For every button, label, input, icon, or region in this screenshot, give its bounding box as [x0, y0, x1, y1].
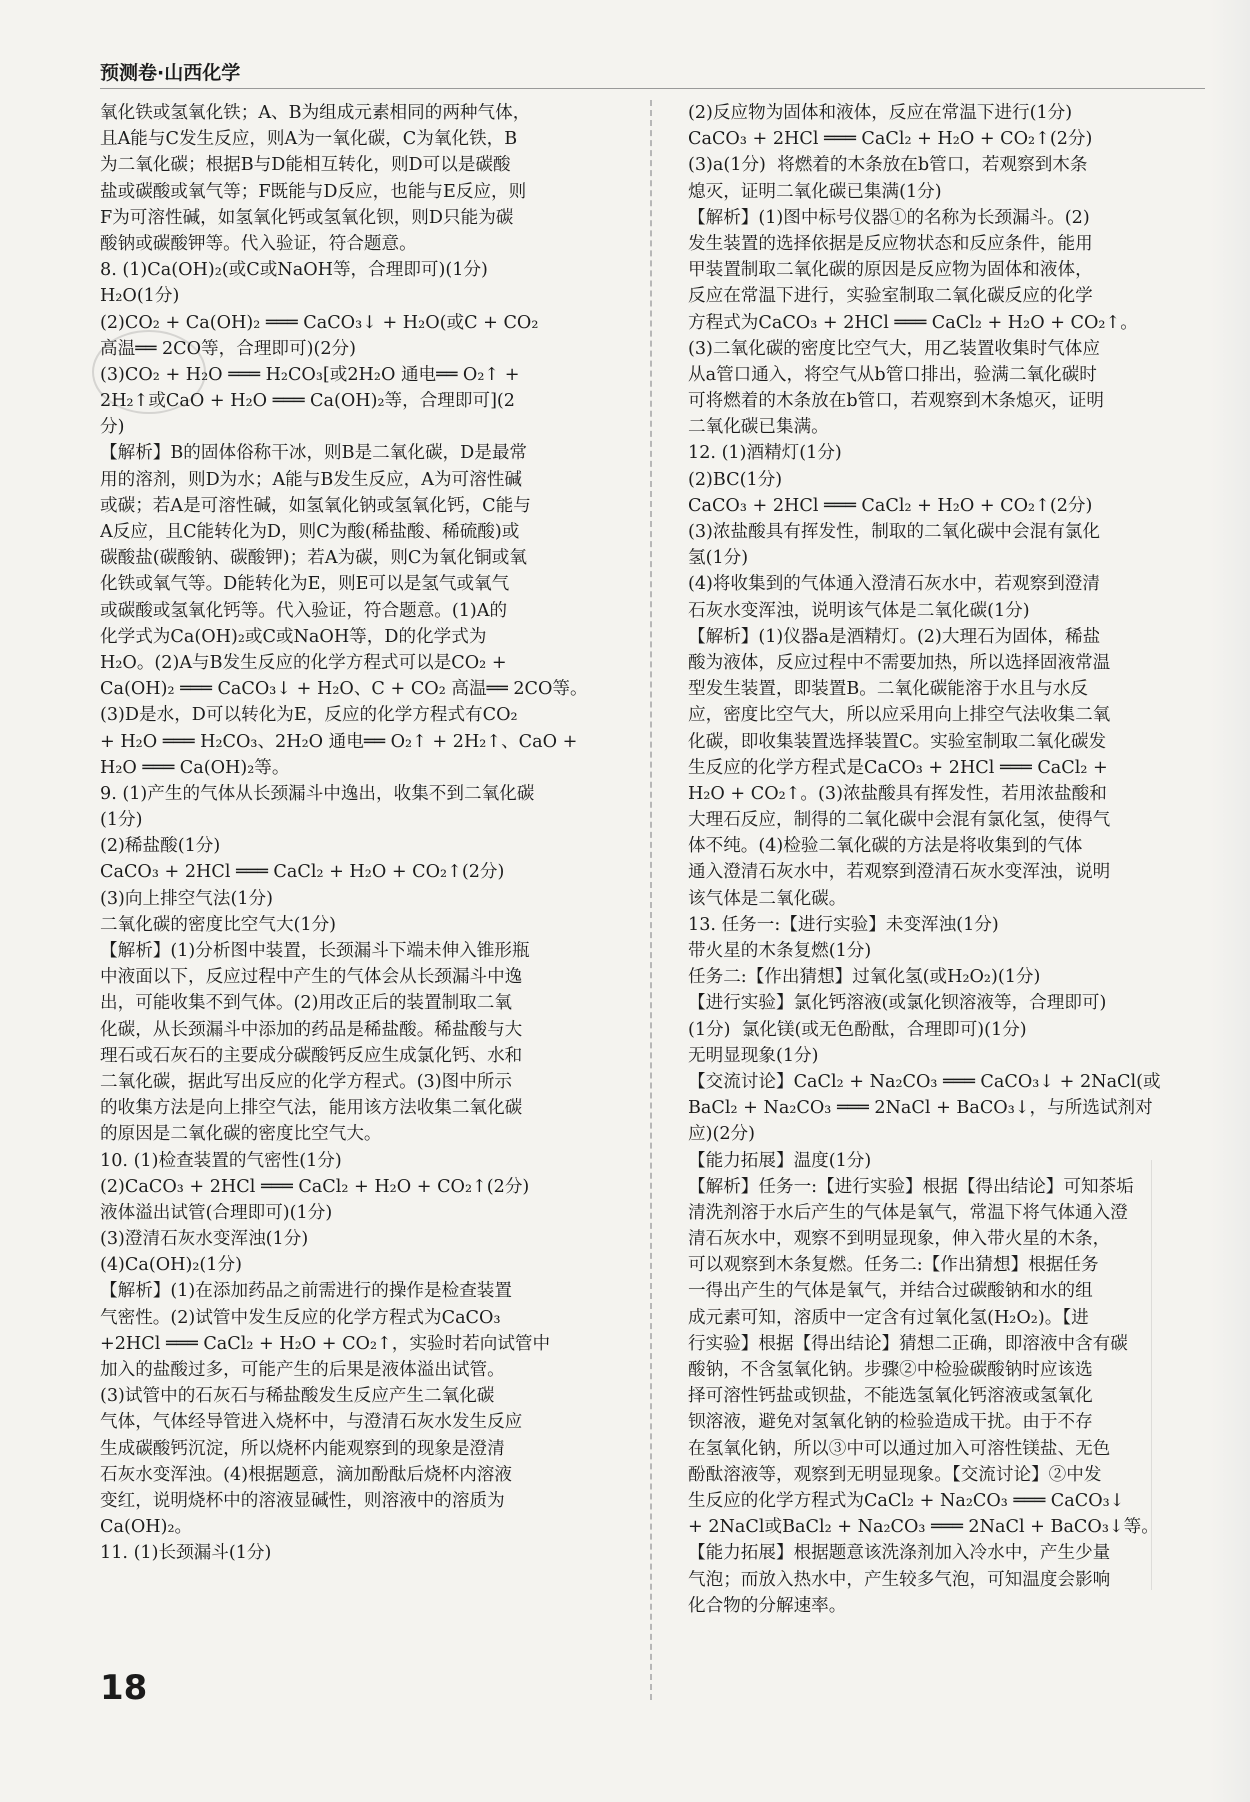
text-line: 【交流讨论】CaCl₂ + Na₂CO₃ ═══ CaCO₃↓ + 2NaCl(或: [688, 1071, 1161, 1092]
text-line: CaCO₃ + 2HCl ═══ CaCl₂ + H₂O + CO₂↑(2分): [100, 862, 505, 883]
text-line: 酸钠，不含氢氧化钠。步骤②中检验碳酸钠时应该选: [688, 1360, 1093, 1380]
text-line: 应，密度比空气大，所以应采用向上排空气法收集二氧: [688, 705, 1111, 726]
text-line: 【解析】(1)图中标号仪器①的名称为长颈漏斗。(2): [688, 207, 1090, 228]
text-line: 气体，气体经导管进入烧杯中，与澄清石灰水发生反应: [100, 1412, 523, 1433]
text-line: 二氧化碳已集满。: [688, 417, 829, 438]
text-line: 的收集方法是向上排空气法，能用该方法收集二氧化碳: [100, 1098, 523, 1119]
text-line: H₂O + CO₂↑。(3)浓盐酸具有挥发性，若用浓盐酸和: [688, 783, 1107, 804]
text-line: 行实验】根据【得出结论】猜想二正确，即溶液中含有碳: [688, 1333, 1128, 1354]
text-line: (2)BC(1分): [688, 469, 783, 490]
text-line: 任务二:【作出猜想】过氧化氢(或H₂O₂)(1分): [688, 967, 1041, 988]
text-line: 11. (1)长颈漏斗(1分): [100, 1543, 272, 1564]
text-line: 【解析】任务一:【进行实验】根据【得出结论】可知茶垢: [688, 1176, 1134, 1197]
text-line: 【能力拓展】根据题意该洗涤剂加入冷水中，产生少量: [688, 1543, 1111, 1564]
page-edge: [1210, 0, 1250, 1802]
left-column: [100, 100, 635, 1567]
text-line: 【解析】(1)分析图中装置，长颈漏斗下端未伸入锥形瓶: [100, 941, 530, 961]
text-line: 钡溶液，避免对氢氧化钠的检验造成干扰。由于不存: [688, 1412, 1093, 1433]
text-line: CaCO₃ + 2HCl ═══ CaCl₂ + H₂O + CO₂↑(2分): [688, 129, 1093, 150]
text-line: F为可溶性碱，如氢氧化钙或氢氧化钡，则D只能为碳: [100, 207, 514, 228]
text-line: 二氧化碳，据此写出反应的化学方程式。(3)图中所示: [100, 1071, 512, 1092]
text-line: 可以观察到木条复燃。任务二:【作出猜想】根据任务: [688, 1255, 1099, 1276]
text-line: 化铁或氧气等。D能转化为E，则E可以是氢气或氧气: [100, 574, 510, 595]
text-line: 中液面以下，反应过程中产生的气体会从长颈漏斗中逸: [100, 967, 523, 988]
text-line: 石灰水变浑浊，说明该气体是二氧化碳(1分): [688, 600, 1030, 621]
text-line: 出，可能收集不到气体。(2)用改正后的装置制取二氧: [100, 993, 512, 1014]
header-rule: [100, 88, 1205, 89]
text-line: 盐或碳酸或氧气等；F既能与D反应，也能与E反应，则: [100, 181, 527, 202]
text-line: 酚酞溶液等，观察到无明显现象。【交流讨论】②中发: [688, 1464, 1102, 1485]
text-line: 化合物的分解速率。: [688, 1595, 847, 1616]
text-line: (3)试管中的石灰石与稀盐酸发生反应产生二氧化碳: [100, 1386, 495, 1407]
text-line: (3)浓盐酸具有挥发性，制取的二氧化碳中会混有氯化: [688, 522, 1100, 542]
text-line: 清洗剂溶于水后产生的气体是氧气，常温下将气体通入澄: [688, 1202, 1128, 1223]
right-column: [688, 100, 1180, 1619]
page-header: 预测卷·山西化学: [100, 62, 241, 84]
text-line: 或碳酸或氢氧化钙等。代入验证，符合题意。(1)A的: [100, 600, 508, 621]
text-line: + 2NaCl或BaCl₂ + Na₂CO₃ ═══ 2NaCl + BaCO₃↓等。: [688, 1517, 1159, 1538]
text-line: 8. (1)Ca(OH)₂(或C或NaOH等，合理即可)(1分): [100, 260, 488, 281]
text-line: 酸为液体，反应过程中不需要加热，所以选择固液常温: [688, 652, 1111, 673]
text-line: 变红，说明烧杯中的溶液显碱性，则溶液中的溶质为: [100, 1490, 505, 1511]
text-line: (3)澄清石灰水变浑浊(1分): [100, 1229, 309, 1250]
text-line: 从a管口通入，将空气从b管口排出，验满二氧化碳时: [688, 364, 1097, 385]
text-line: (3)a(1分) 将燃着的木条放在b管口，若观察到木条: [688, 155, 1088, 176]
text-line: 分): [100, 417, 125, 438]
text-line: (2)CO₂ + Ca(OH)₂ ═══ CaCO₃↓ + H₂O(或C + CO₂: [100, 312, 539, 333]
text-line: 理石或石灰石的主要成分碳酸钙反应生成氯化钙、水和: [100, 1045, 523, 1066]
text-line: 液体溢出试管(合理即可)(1分): [100, 1202, 333, 1223]
text-line: 【进行实验】氯化钙溶液(或氯化钡溶液等，合理即可): [688, 993, 1107, 1014]
text-line: 且A能与C发生反应，则A为一氧化碳，C为氧化铁，B: [100, 129, 518, 150]
text-line: 【解析】(1)在添加药品之前需进行的操作是检查装置: [100, 1281, 512, 1302]
text-line: 清石灰水中，观察不到明显现象，伸入带火星的木条，: [688, 1229, 1111, 1250]
text-line: (4)Ca(OH)₂(1分): [100, 1255, 242, 1276]
page-number: 18: [100, 1668, 148, 1708]
text-line: 【解析】(1)仪器a是酒精灯。(2)大理石为固体，稀盐: [688, 626, 1101, 647]
text-line: 高温══ 2CO等，合理即可)(2分): [100, 338, 356, 359]
text-line: 型发生装置，即装置B。二氧化碳能溶于水且与水反: [688, 679, 1088, 700]
text-line: 该气体是二氧化碳。: [688, 888, 847, 909]
text-line: 在氢氧化钠，所以③中可以通过加入可溶性镁盐、无色: [688, 1438, 1111, 1459]
text-line: 体不纯。(4)检验二氧化碳的方法是将收集到的气体: [688, 836, 1083, 857]
text-line: 13. 任务一:【进行实验】未变浑浊(1分): [688, 914, 999, 935]
text-line: BaCl₂ + Na₂CO₃ ═══ 2NaCl + BaCO₃↓，与所选试剂对: [688, 1098, 1153, 1119]
text-line: Ca(OH)₂ ═══ CaCO₃↓ + H₂O、C + CO₂ 高温══ 2CO等。: [100, 679, 588, 700]
text-line: A反应，且C能转化为D，则C为酸(稀盐酸、稀硫酸)或: [100, 522, 520, 542]
text-line: 气泡；而放入热水中，产生较多气泡，可知温度会影响: [688, 1569, 1111, 1590]
text-line: 加入的盐酸过多，可能产生的后果是液体溢出试管。: [100, 1360, 505, 1380]
text-line: 应)(2分): [688, 1124, 755, 1145]
text-line: (1分) 氯化镁(或无色酚酞，合理即可)(1分): [688, 1019, 1027, 1040]
text-line: 9. (1)产生的气体从长颈漏斗中逸出，收集不到二氧化碳: [100, 783, 535, 804]
text-line: 无明显现象(1分): [688, 1045, 819, 1066]
text-line: 化碳，从长颈漏斗中添加的药品是稀盐酸。稀盐酸与大: [100, 1019, 523, 1040]
text-line: 择可溶性钙盐或钡盐，不能选氢氧化钙溶液或氢氧化: [688, 1386, 1093, 1407]
text-line: H₂O。(2)A与B发生反应的化学方程式可以是CO₂ +: [100, 652, 507, 673]
text-line: H₂O(1分): [100, 286, 180, 307]
column-divider: [650, 100, 652, 1700]
text-line: 化学式为Ca(OH)₂或C或NaOH等，D的化学式为: [100, 626, 487, 647]
text-line: (2)CaCO₃ + 2HCl ═══ CaCl₂ + H₂O + CO₂↑(2分): [100, 1176, 530, 1197]
text-line: 成元素可知，溶质中一定含有过氧化氢(H₂O₂)。【进: [688, 1307, 1089, 1328]
text-line: 石灰水变浑浊。(4)根据题意，滴加酚酞后烧杯内溶液: [100, 1464, 512, 1485]
text-line: (1分): [100, 810, 143, 831]
text-line: 的原因是二氧化碳的密度比空气大。: [100, 1124, 382, 1145]
text-line: 12. (1)酒精灯(1分): [688, 443, 842, 464]
text-line: 生反应的化学方程式为CaCl₂ + Na₂CO₃ ═══ CaCO₃↓: [688, 1490, 1125, 1511]
text-line: CaCO₃ + 2HCl ═══ CaCl₂ + H₂O + CO₂↑(2分): [688, 495, 1093, 516]
text-line: (3)二氧化碳的密度比空气大，用乙装置收集时气体应: [688, 338, 1100, 359]
text-line: 二氧化碳的密度比空气大(1分): [100, 914, 337, 935]
text-line: Ca(OH)₂。: [100, 1517, 193, 1538]
text-line: (3)D是水，D可以转化为E，反应的化学方程式有CO₂: [100, 705, 518, 726]
text-line: 生反应的化学方程式是CaCO₃ + 2HCl ═══ CaCl₂ +: [688, 757, 1108, 778]
text-line: 化碳，即收集装置选择装置C。实验室制取二氧化碳发: [688, 731, 1107, 752]
text-line: (4)将收集到的气体通入澄清石灰水中，若观察到澄清: [688, 574, 1100, 595]
text-line: (3)向上排空气法(1分): [100, 888, 274, 909]
text-line: 可将燃着的木条放在b管口，若观察到木条熄灭，证明: [688, 391, 1104, 412]
text-line: 碳酸盐(碳酸钠、碳酸钾)；若A为碳，则C为氧化铜或氧: [100, 548, 527, 569]
page-fold: [1151, 1160, 1152, 1590]
text-line: 氧化铁或氢氧化铁；A、B为组成元素相同的两种气体，: [100, 103, 531, 123]
text-line: (2)反应物为固体和液体，反应在常温下进行(1分): [688, 103, 1073, 123]
text-line: 10. (1)检查装置的气密性(1分): [100, 1150, 342, 1171]
text-line: 带火星的木条复燃(1分): [688, 941, 872, 961]
text-line: 氢(1分): [688, 548, 749, 569]
text-line: 用的溶剂，则D为水；A能与B发生反应，A为可溶性碱: [100, 469, 522, 490]
text-line: 发生装置的选择依据是反应物状态和反应条件，能用: [688, 233, 1093, 254]
text-line: 通入澄清石灰水中，若观察到澄清石灰水变浑浊，说明: [688, 862, 1111, 883]
text-line: 酸钠或碳酸钾等。代入验证，符合题意。: [100, 233, 417, 254]
text-line: 为二氧化碳；根据B与D能相互转化，则D可以是碳酸: [100, 155, 511, 176]
text-line: 气密性。(2)试管中发生反应的化学方程式为CaCO₃: [100, 1307, 501, 1328]
text-line: 大理石反应，制得的二氧化碳中会混有氯化氢，使得气: [688, 810, 1111, 831]
text-line: 2H₂↑或CaO + H₂O ═══ Ca(OH)₂等，合理即可](2: [100, 391, 515, 412]
text-line: +2HCl ═══ CaCl₂ + H₂O + CO₂↑，实验时若向试管中: [100, 1333, 551, 1354]
text-line: 【能力拓展】温度(1分): [688, 1150, 872, 1171]
text-line: 反应在常温下进行，实验室制取二氧化碳反应的化学: [688, 286, 1093, 307]
text-line: 或碳；若A是可溶性碱，如氢氧化钠或氢氧化钙，C能与: [100, 495, 531, 516]
text-line: 一得出产生的气体是氧气，并结合过碳酸钠和水的组: [688, 1281, 1093, 1302]
text-line: (2)稀盐酸(1分): [100, 836, 221, 857]
text-line: H₂O ═══ Ca(OH)₂等。: [100, 757, 290, 778]
text-line: 甲装置制取二氧化碳的原因是反应物为固体和液体，: [688, 260, 1093, 281]
text-line: 生成碳酸钙沉淀，所以烧杯内能观察到的现象是澄清: [100, 1438, 505, 1459]
text-line: + H₂O ═══ H₂CO₃、2H₂O 通电══ O₂↑ + 2H₂↑、CaO +: [100, 731, 578, 752]
text-line: (3)CO₂ + H₂O ═══ H₂CO₃[或2H₂O 通电══ O₂↑ +: [100, 364, 520, 385]
text-line: 【解析】B的固体俗称干冰，则B是二氧化碳，D是最常: [100, 443, 528, 464]
text-line: 熄灭，证明二氧化碳已集满(1分): [688, 181, 942, 202]
text-line: 方程式为CaCO₃ + 2HCl ═══ CaCl₂ + H₂O + CO₂↑。: [688, 312, 1138, 333]
